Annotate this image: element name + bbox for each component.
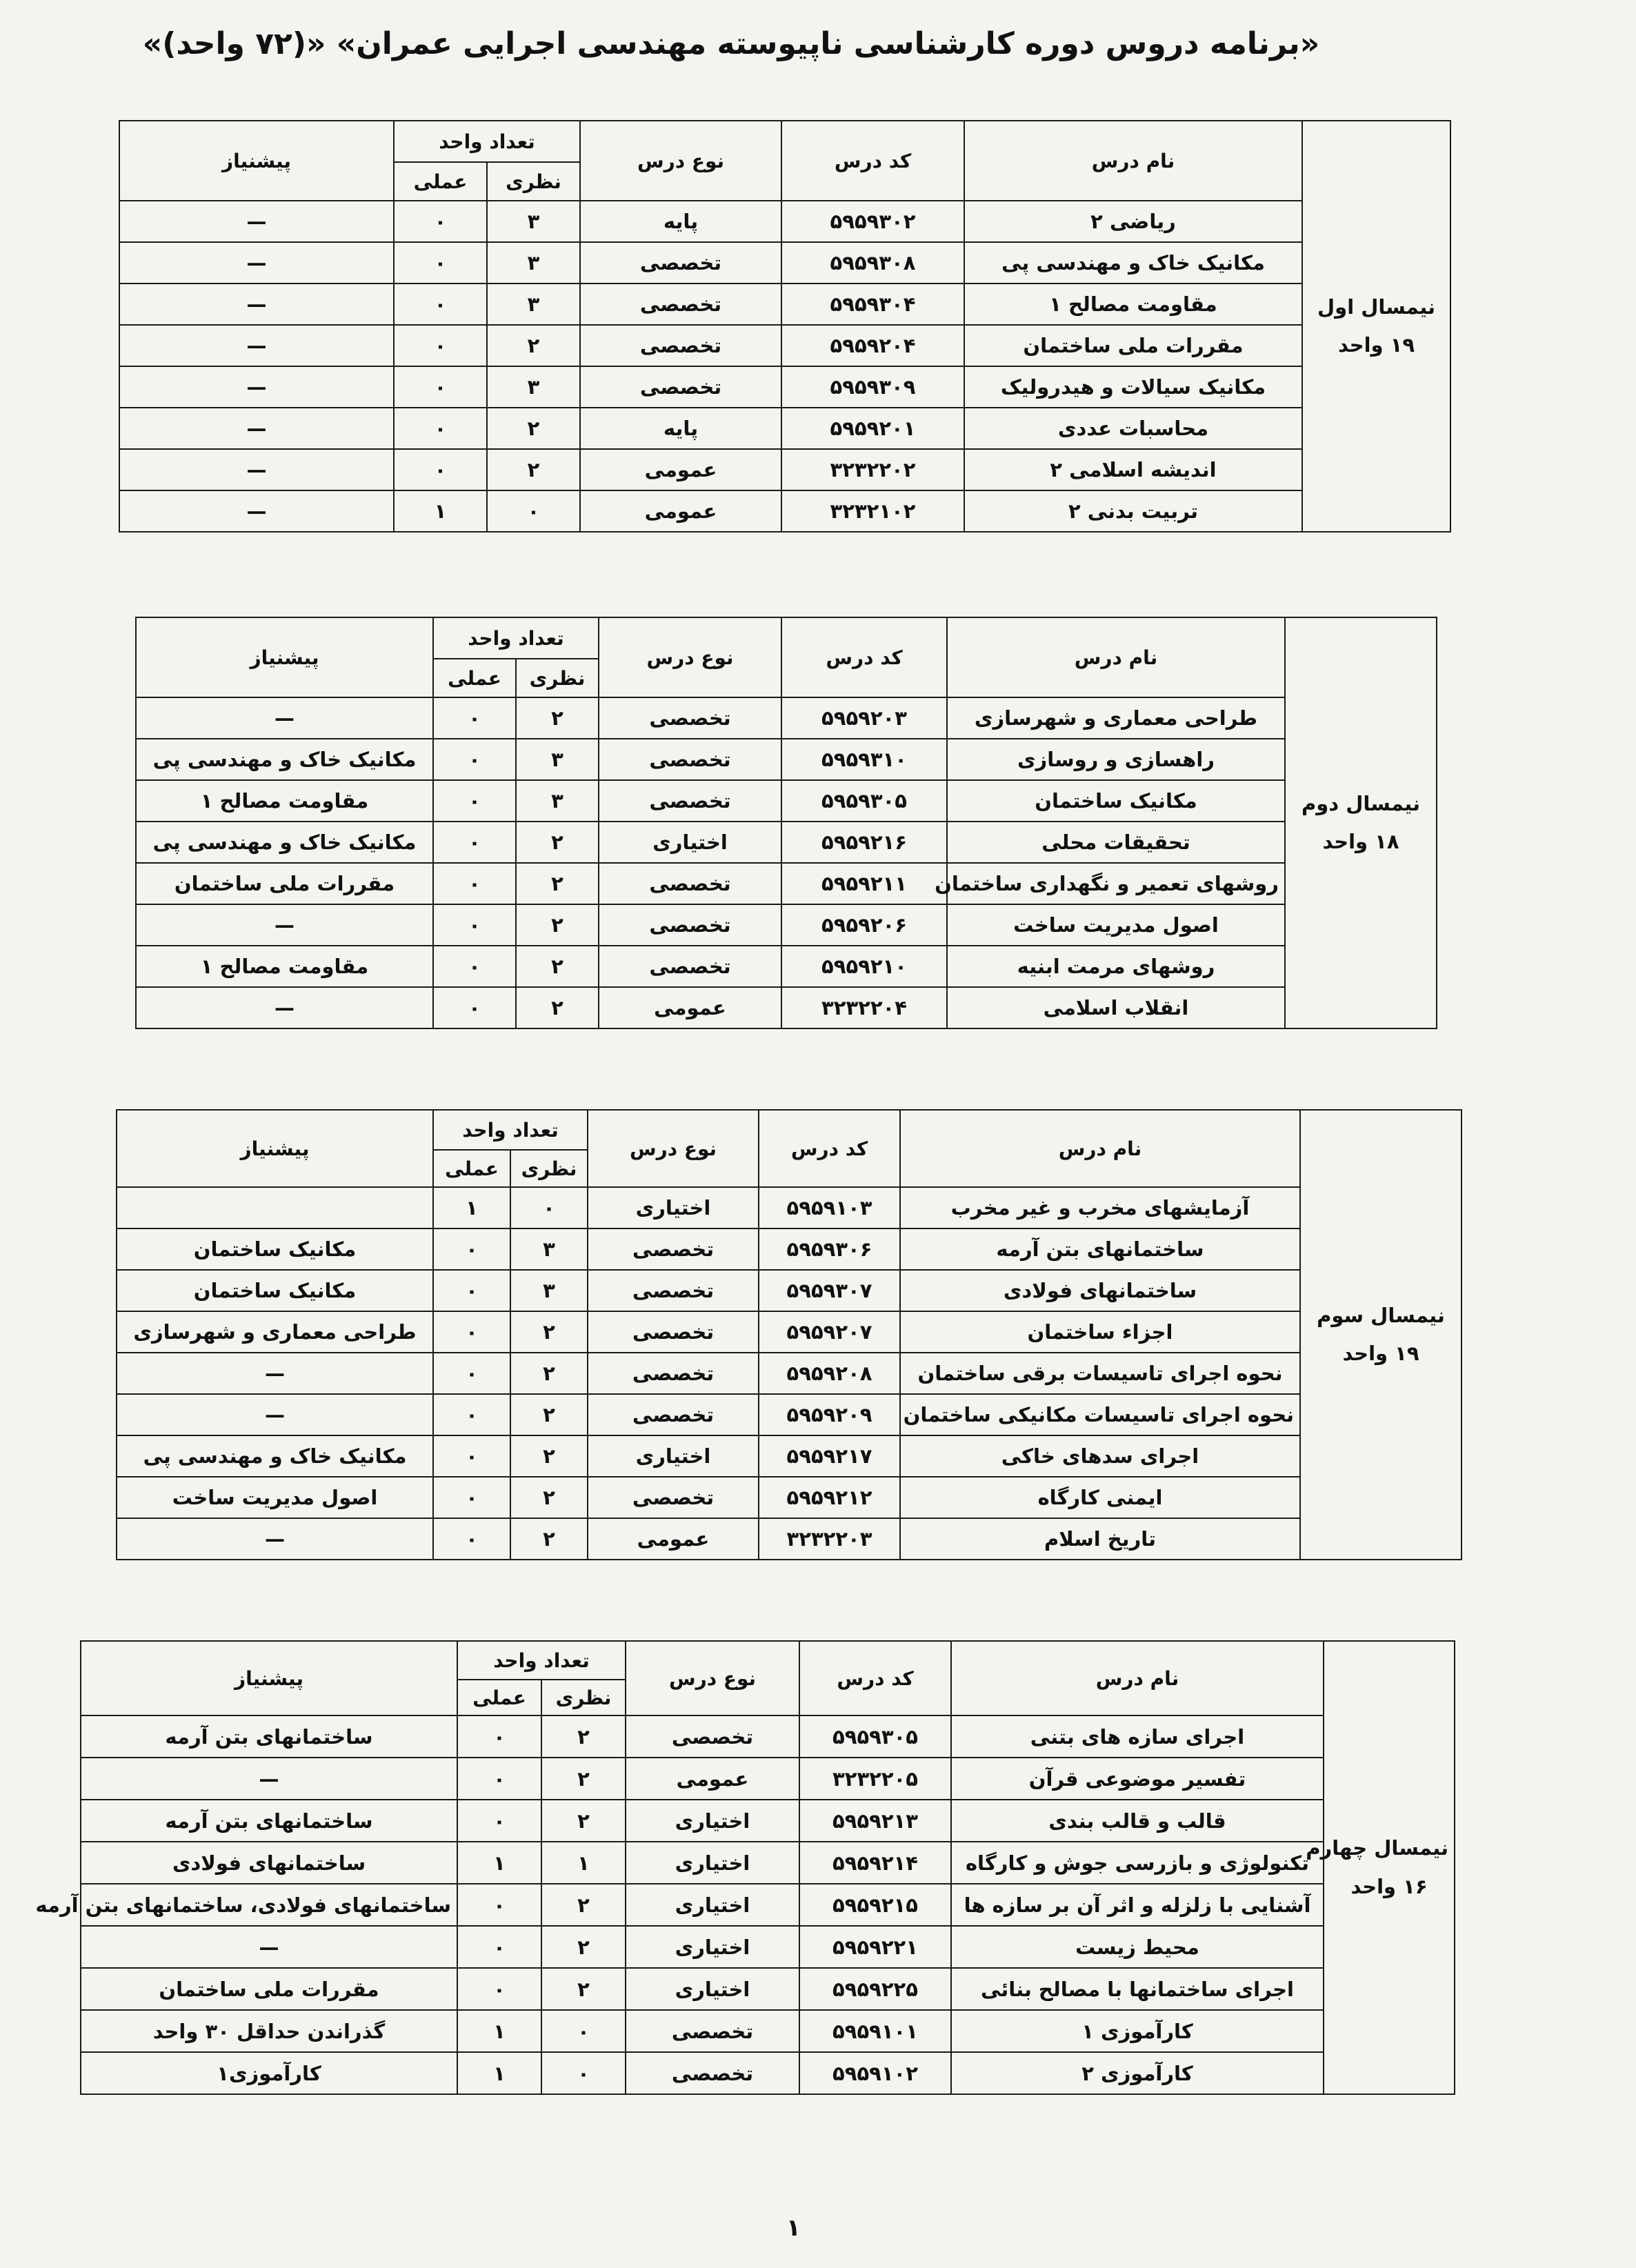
course-type: عمومی	[580, 490, 781, 532]
course-code: ۵۹۵۹۲۰۹	[759, 1394, 900, 1435]
semester-2-table-wrap	[135, 617, 1436, 1029]
course-prerequisite: ساختمانهای فولادی، ساختمانهای بتن آرمه	[81, 1884, 457, 1926]
course-code: ۵۹۵۹۲۰۷	[759, 1311, 900, 1353]
document-title: «برنامه دروس دوره کارشناسی ناپیوسته مهندسی اجرایی عمران» «(۷۲ واحد)»	[142, 26, 1320, 61]
course-practical-units: ۱	[457, 2010, 541, 2052]
header-theory: نظری	[541, 1680, 626, 1715]
course-type: عمومی	[599, 987, 781, 1028]
course-theory-units: ۳	[516, 739, 599, 780]
course-name: آشنایی با زلزله و اثر آن بر سازه ها	[951, 1884, 1324, 1926]
course-theory-units: ۰	[510, 1187, 588, 1228]
course-practical-units: ۱	[394, 490, 487, 532]
course-practical-units: ۰	[433, 1477, 510, 1518]
course-prerequisite: —	[136, 904, 433, 946]
course-type: اختیاری	[588, 1187, 759, 1228]
page-number: ۱	[786, 2214, 801, 2242]
course-name: اندیشه اسلامی ۲	[964, 449, 1302, 490]
course-name: تکنولوژی و بازرسی جوش و کارگاه	[951, 1842, 1324, 1884]
header-course-type: نوع درس	[588, 1110, 759, 1187]
course-row	[117, 1394, 1462, 1435]
course-code: ۵۹۵۹۲۱۰	[781, 946, 947, 987]
course-code: ۵۹۵۹۱۰۲	[799, 2052, 951, 2094]
course-prerequisite: مقاومت مصالح ۱	[136, 780, 433, 822]
course-row	[81, 1842, 1455, 1884]
course-type: تخصصی	[599, 697, 781, 739]
course-row	[81, 2010, 1455, 2052]
course-row	[119, 201, 1450, 242]
course-row	[136, 946, 1437, 987]
header-course-name: نام درس	[951, 1641, 1324, 1715]
course-name: مقاومت مصالح ۱	[964, 284, 1302, 325]
course-type: تخصصی	[599, 904, 781, 946]
semester-label-cell	[1306, 1641, 1455, 2094]
course-code: ۵۹۵۹۲۱۶	[781, 822, 947, 863]
course-code: ۵۹۵۹۲۱۱	[781, 863, 947, 904]
course-theory-units: ۲	[516, 822, 599, 863]
course-name: آزمایشهای مخرب و غیر مخرب	[900, 1187, 1300, 1228]
course-theory-units: ۲	[510, 1435, 588, 1477]
course-prerequisite	[117, 1187, 433, 1228]
header-practical: عملی	[433, 1150, 510, 1187]
course-practical-units: ۰	[433, 946, 516, 987]
course-prerequisite: مکانیک خاک و مهندسی پی	[136, 822, 433, 863]
course-prerequisite: —	[119, 408, 394, 449]
course-type: تخصصی	[599, 780, 781, 822]
header-units: تعداد واحد	[394, 121, 580, 162]
course-practical-units: ۰	[433, 1394, 510, 1435]
course-practical-units: ۰	[433, 904, 516, 946]
course-prerequisite: اصول مدیریت ساخت	[117, 1477, 433, 1518]
course-practical-units: ۰	[394, 201, 487, 242]
course-type: تخصصی	[580, 366, 781, 408]
course-row	[117, 1270, 1462, 1311]
course-name: اجرای ساختمانها با مصالح بنائی	[951, 1968, 1324, 2010]
semester-3-table	[116, 1109, 1462, 1560]
course-practical-units: ۰	[433, 697, 516, 739]
course-practical-units: ۰	[457, 1884, 541, 1926]
course-practical-units: ۰	[433, 1353, 510, 1394]
course-theory-units: ۲	[516, 946, 599, 987]
course-practical-units: ۰	[433, 987, 516, 1028]
course-prerequisite: —	[136, 697, 433, 739]
course-theory-units: ۲	[510, 1477, 588, 1518]
course-code: ۵۹۵۹۲۰۱	[781, 408, 964, 449]
semester-label: نیمسال چهارم	[1306, 1836, 1448, 1860]
semester-units: ۱۹ واحد	[1342, 1342, 1419, 1365]
course-practical-units: ۰	[457, 1800, 541, 1842]
course-type: اختیاری	[588, 1435, 759, 1477]
course-code: ۳۲۳۲۲۰۴	[781, 987, 947, 1028]
course-row	[81, 1968, 1455, 2010]
header-course-type: نوع درس	[580, 121, 781, 201]
course-practical-units: ۰	[394, 366, 487, 408]
course-row	[136, 987, 1437, 1028]
header-course-code: کد درس	[781, 121, 964, 201]
course-prerequisite: مقررات ملی ساختمان	[136, 863, 433, 904]
course-name: مقررات ملی ساختمان	[964, 325, 1302, 366]
course-theory-units: ۳	[510, 1228, 588, 1270]
course-theory-units: ۰	[541, 2052, 626, 2094]
course-prerequisite: ساختمانهای بتن آرمه	[81, 1800, 457, 1842]
course-prerequisite: مکانیک ساختمان	[117, 1228, 433, 1270]
course-code: ۳۲۳۲۲۰۳	[759, 1518, 900, 1560]
semester-3-table-wrap	[116, 1109, 1461, 1560]
course-theory-units: ۰	[487, 490, 580, 532]
course-type: تخصصی	[588, 1311, 759, 1353]
course-type: اختیاری	[626, 1968, 799, 2010]
course-practical-units: ۰	[433, 1518, 510, 1560]
course-type: تخصصی	[588, 1270, 759, 1311]
course-theory-units: ۲	[510, 1394, 588, 1435]
course-practical-units: ۱	[457, 2052, 541, 2094]
course-code: ۳۲۳۲۲۰۵	[799, 1758, 951, 1800]
course-row	[119, 490, 1450, 532]
course-row	[136, 780, 1437, 822]
header-prerequisite: پیشنیاز	[117, 1110, 433, 1187]
course-code: ۵۹۵۹۲۱۲	[759, 1477, 900, 1518]
course-type: اختیاری	[599, 822, 781, 863]
course-prerequisite: —	[117, 1353, 433, 1394]
course-practical-units: ۰	[457, 1758, 541, 1800]
course-row	[136, 863, 1437, 904]
course-theory-units: ۲	[541, 1715, 626, 1758]
course-practical-units: ۰	[433, 739, 516, 780]
course-code: ۵۹۵۹۲۰۸	[759, 1353, 900, 1394]
course-prerequisite: —	[119, 490, 394, 532]
course-prerequisite: مکانیک ساختمان	[117, 1270, 433, 1311]
course-theory-units: ۲	[487, 325, 580, 366]
course-practical-units: ۰	[433, 1228, 510, 1270]
course-prerequisite: مقاومت مصالح ۱	[136, 946, 433, 987]
course-row	[81, 2052, 1455, 2094]
course-code: ۵۹۵۹۳۰۲	[781, 201, 964, 242]
course-name: ساختمانهای بتن آرمه	[900, 1228, 1300, 1270]
course-prerequisite: —	[119, 242, 394, 284]
course-prerequisite: —	[119, 201, 394, 242]
header-prerequisite: پیشنیاز	[81, 1641, 457, 1715]
semester-units: ۱۸ واحد	[1322, 830, 1399, 853]
course-row	[117, 1435, 1462, 1477]
course-name: ایمنی کارگاه	[900, 1477, 1300, 1518]
course-practical-units: ۰	[433, 1435, 510, 1477]
course-name: ساختمانهای فولادی	[900, 1270, 1300, 1311]
course-type: پایه	[580, 408, 781, 449]
header-course-name: نام درس	[964, 121, 1302, 201]
course-row	[81, 1715, 1455, 1758]
course-prerequisite: —	[136, 987, 433, 1028]
course-theory-units: ۲	[541, 1800, 626, 1842]
course-row	[81, 1758, 1455, 1800]
course-name: مکانیک سیالات و هیدرولیک	[964, 366, 1302, 408]
course-type: اختیاری	[626, 1842, 799, 1884]
course-theory-units: ۲	[516, 863, 599, 904]
course-name: مکانیک خاک و مهندسی پی	[964, 242, 1302, 284]
course-row	[117, 1518, 1462, 1560]
course-prerequisite: ساختمانهای بتن آرمه	[81, 1715, 457, 1758]
course-practical-units: ۰	[433, 1270, 510, 1311]
header-units: تعداد واحد	[433, 617, 599, 659]
course-theory-units: ۲	[510, 1518, 588, 1560]
course-row	[117, 1187, 1462, 1228]
course-name: تربیت بدنی ۲	[964, 490, 1302, 532]
course-type: پایه	[580, 201, 781, 242]
course-theory-units: ۰	[541, 2010, 626, 2052]
course-row	[81, 1926, 1455, 1968]
course-type: تخصصی	[580, 242, 781, 284]
course-row	[136, 904, 1437, 946]
course-type: تخصصی	[580, 325, 781, 366]
semester-4-table-wrap	[35, 1640, 1454, 2095]
course-practical-units: ۰	[394, 284, 487, 325]
course-type: اختیاری	[626, 1926, 799, 1968]
course-name: کارآموزی ۲	[951, 2052, 1324, 2094]
header-practical: عملی	[433, 659, 516, 697]
course-code: ۵۹۵۹۲۱۵	[799, 1884, 951, 1926]
header-practical: عملی	[394, 162, 487, 201]
course-name: راهسازی و روسازی	[947, 739, 1285, 780]
course-row	[117, 1228, 1462, 1270]
course-type: تخصصی	[626, 2010, 799, 2052]
semester-label: نیمسال سوم	[1317, 1303, 1445, 1327]
course-type: اختیاری	[626, 1884, 799, 1926]
header-course-code: کد درس	[759, 1110, 900, 1187]
course-theory-units: ۲	[487, 408, 580, 449]
course-prerequisite: —	[117, 1394, 433, 1435]
semester-label-cell	[1302, 121, 1450, 532]
course-prerequisite: —	[81, 1758, 457, 1800]
course-name: نحوه اجرای تاسیسات برقی ساختمان	[900, 1353, 1300, 1394]
header-course-type: نوع درس	[599, 617, 781, 697]
course-theory-units: ۲	[516, 697, 599, 739]
semester-units: ۱۶ واحد	[1350, 1874, 1428, 1898]
course-practical-units: ۰	[394, 408, 487, 449]
course-code: ۵۹۵۹۳۰۶	[759, 1228, 900, 1270]
course-name: تحقیقات محلی	[947, 822, 1285, 863]
course-name: طراحی معماری و شهرسازی	[947, 697, 1285, 739]
course-prerequisite: —	[119, 284, 394, 325]
course-theory-units: ۲	[510, 1353, 588, 1394]
header-prerequisite: پیشنیاز	[119, 121, 394, 201]
course-name: تفسیر موضوعی قرآن	[951, 1758, 1324, 1800]
course-type: تخصصی	[626, 1715, 799, 1758]
course-row	[136, 822, 1437, 863]
course-practical-units: ۰	[457, 1926, 541, 1968]
course-practical-units: ۱	[433, 1187, 510, 1228]
course-code: ۵۹۵۹۳۰۴	[781, 284, 964, 325]
course-code: ۵۹۵۹۲۱۳	[799, 1800, 951, 1842]
course-theory-units: ۲	[487, 449, 580, 490]
course-theory-units: ۲	[541, 1884, 626, 1926]
course-practical-units: ۰	[433, 863, 516, 904]
course-name: انقلاب اسلامی	[947, 987, 1285, 1028]
course-theory-units: ۲	[510, 1311, 588, 1353]
course-name: اجرای سدهای خاکی	[900, 1435, 1300, 1477]
course-prerequisite: گذراندن حداقل ۳۰ واحد	[81, 2010, 457, 2052]
course-name: مکانیک ساختمان	[947, 780, 1285, 822]
course-row	[119, 408, 1450, 449]
semester-1-table-wrap	[119, 120, 1450, 533]
semester-label-cell	[1300, 1110, 1462, 1560]
course-name: کارآموزی ۱	[951, 2010, 1324, 2052]
course-row	[119, 284, 1450, 325]
course-theory-units: ۳	[487, 366, 580, 408]
course-theory-units: ۳	[487, 284, 580, 325]
course-name: روشهای مرمت ابنیه	[947, 946, 1285, 987]
course-name: اجرای سازه های بتنی	[951, 1715, 1324, 1758]
course-row	[81, 1800, 1455, 1842]
semester-label: نیمسال دوم	[1301, 791, 1420, 815]
course-code: ۵۹۵۹۲۲۵	[799, 1968, 951, 2010]
semester-2-table	[135, 617, 1437, 1029]
course-name: محیط زیست	[951, 1926, 1324, 1968]
course-theory-units: ۲	[541, 1758, 626, 1800]
course-prerequisite: مکانیک خاک و مهندسی پی	[136, 739, 433, 780]
course-row	[119, 449, 1450, 490]
header-practical: عملی	[457, 1680, 541, 1715]
course-prerequisite: —	[119, 325, 394, 366]
course-type: تخصصی	[599, 863, 781, 904]
course-row	[117, 1311, 1462, 1353]
header-course-code: کد درس	[799, 1641, 951, 1715]
course-theory-units: ۳	[516, 780, 599, 822]
course-theory-units: ۲	[541, 1926, 626, 1968]
course-prerequisite: مقررات ملی ساختمان	[81, 1968, 457, 2010]
course-code: ۵۹۵۹۱۰۳	[759, 1187, 900, 1228]
course-prerequisite: مکانیک خاک و مهندسی پی	[117, 1435, 433, 1477]
course-name: قالب و قالب بندی	[951, 1800, 1324, 1842]
course-name: اصول مدیریت ساخت	[947, 904, 1285, 946]
course-prerequisite: طراحی معماری و شهرسازی	[117, 1311, 433, 1353]
course-practical-units: ۰	[394, 449, 487, 490]
semester-1-table	[119, 120, 1451, 533]
header-course-code: کد درس	[781, 617, 947, 697]
header-units: تعداد واحد	[433, 1110, 588, 1150]
course-code: ۵۹۵۹۳۰۸	[781, 242, 964, 284]
course-code: ۵۹۵۹۲۰۳	[781, 697, 947, 739]
course-prerequisite: —	[119, 449, 394, 490]
course-type: عمومی	[580, 449, 781, 490]
course-code: ۵۹۵۹۳۰۵	[799, 1715, 951, 1758]
course-prerequisite: —	[119, 366, 394, 408]
course-row	[117, 1353, 1462, 1394]
course-row	[81, 1884, 1455, 1926]
course-name: اجزاء ساختمان	[900, 1311, 1300, 1353]
course-type: تخصصی	[588, 1394, 759, 1435]
course-type: عمومی	[626, 1758, 799, 1800]
course-practical-units: ۱	[457, 1842, 541, 1884]
course-prerequisite: —	[81, 1926, 457, 1968]
course-prerequisite: ساختمانهای فولادی	[81, 1842, 457, 1884]
course-theory-units: ۲	[516, 987, 599, 1028]
header-course-name: نام درس	[900, 1110, 1300, 1187]
header-prerequisite: پیشنیاز	[136, 617, 433, 697]
course-type: تخصصی	[588, 1228, 759, 1270]
course-theory-units: ۱	[541, 1842, 626, 1884]
course-prerequisite: —	[117, 1518, 433, 1560]
course-code: ۵۹۵۹۲۱۷	[759, 1435, 900, 1477]
course-practical-units: ۰	[433, 780, 516, 822]
course-code: ۳۲۳۲۱۰۲	[781, 490, 964, 532]
course-type: تخصصی	[588, 1353, 759, 1394]
course-code: ۵۹۵۹۱۰۱	[799, 2010, 951, 2052]
header-theory: نظری	[510, 1150, 588, 1187]
course-row	[119, 366, 1450, 408]
course-name: ریاضی ۲	[964, 201, 1302, 242]
course-row	[119, 242, 1450, 284]
course-row	[117, 1477, 1462, 1518]
course-type: تخصصی	[626, 2052, 799, 2094]
semester-4-table	[35, 1640, 1455, 2095]
course-prerequisite: کارآموزی۱	[81, 2052, 457, 2094]
course-theory-units: ۳	[487, 201, 580, 242]
semester-label-cell	[1285, 617, 1437, 1028]
course-code: ۵۹۵۹۲۰۴	[781, 325, 964, 366]
course-practical-units: ۰	[433, 1311, 510, 1353]
course-type: تخصصی	[588, 1477, 759, 1518]
course-type: اختیاری	[626, 1800, 799, 1842]
course-code: ۵۹۵۹۳۰۷	[759, 1270, 900, 1311]
course-type: تخصصی	[599, 739, 781, 780]
course-code: ۳۲۳۲۲۰۲	[781, 449, 964, 490]
course-practical-units: ۰	[394, 325, 487, 366]
header-theory: نظری	[487, 162, 580, 201]
course-row	[136, 739, 1437, 780]
course-theory-units: ۲	[541, 1968, 626, 2010]
course-practical-units: ۰	[433, 822, 516, 863]
header-units: تعداد واحد	[457, 1641, 626, 1680]
course-code: ۵۹۵۹۳۰۹	[781, 366, 964, 408]
course-type: عمومی	[588, 1518, 759, 1560]
course-type: تخصصی	[580, 284, 781, 325]
course-name: تاریخ اسلام	[900, 1518, 1300, 1560]
course-practical-units: ۰	[394, 242, 487, 284]
course-code: ۵۹۵۹۳۰۵	[781, 780, 947, 822]
course-practical-units: ۰	[457, 1715, 541, 1758]
course-practical-units: ۰	[457, 1968, 541, 2010]
header-theory: نظری	[516, 659, 599, 697]
course-code: ۵۹۵۹۲۱۴	[799, 1842, 951, 1884]
course-theory-units: ۳	[487, 242, 580, 284]
course-name: روشهای تعمیر و نگهداری ساختمان	[947, 863, 1285, 904]
course-name: نحوه اجرای تاسیسات مکانیکی ساختمان	[900, 1394, 1300, 1435]
course-row	[119, 325, 1450, 366]
course-type: تخصصی	[599, 946, 781, 987]
header-course-type: نوع درس	[626, 1641, 799, 1715]
course-code: ۵۹۵۹۲۲۱	[799, 1926, 951, 1968]
course-name: محاسبات عددی	[964, 408, 1302, 449]
course-code: ۵۹۵۹۳۱۰	[781, 739, 947, 780]
header-course-name: نام درس	[947, 617, 1285, 697]
semester-label: نیمسال اول	[1317, 295, 1435, 319]
course-theory-units: ۲	[516, 904, 599, 946]
course-code: ۵۹۵۹۲۰۶	[781, 904, 947, 946]
course-theory-units: ۳	[510, 1270, 588, 1311]
semester-units: ۱۹ واحد	[1337, 333, 1415, 357]
course-row	[136, 697, 1437, 739]
